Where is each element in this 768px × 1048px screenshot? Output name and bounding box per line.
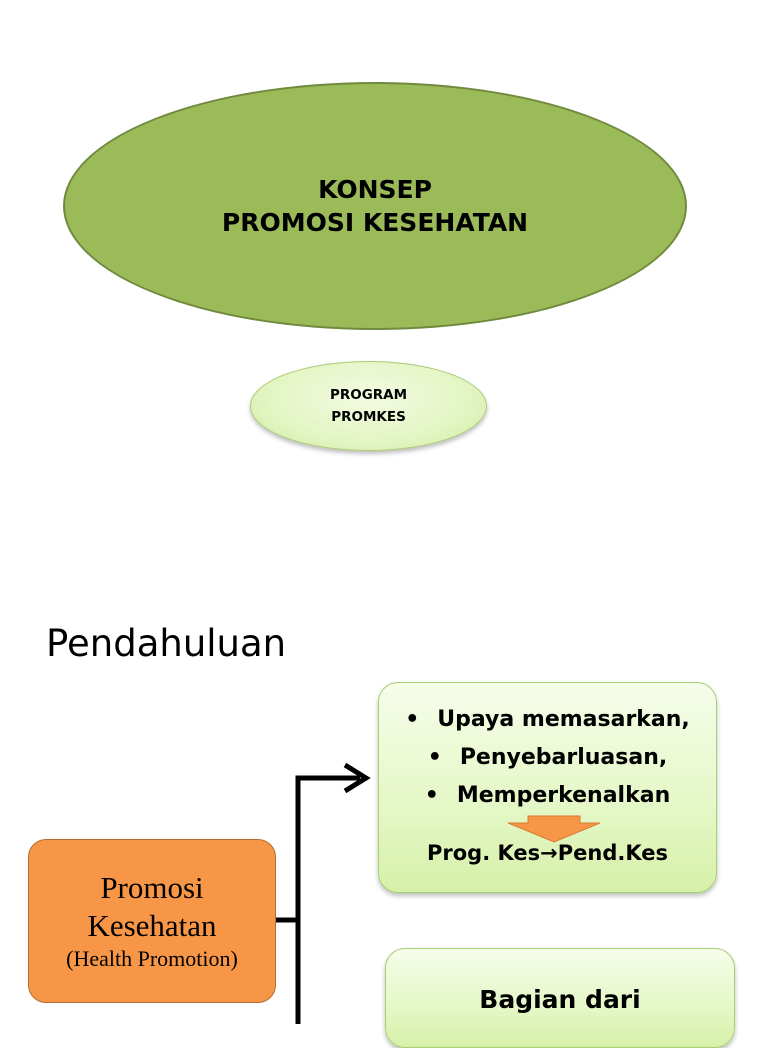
sub-ellipse-line2: PROMKES <box>331 409 406 425</box>
program-promkes-ellipse <box>250 361 487 451</box>
list-item <box>379 777 716 815</box>
main-title-line1: KONSEP <box>318 175 432 204</box>
bagian-dari-text: Bagian dari <box>479 985 641 1014</box>
bullet-icon: • <box>427 745 442 770</box>
bullet-text: Memperkenalkan <box>456 783 671 808</box>
bullet-text: Upaya memasarkan, <box>437 707 690 732</box>
list-item <box>379 701 716 739</box>
bullet-icon: • <box>424 783 439 808</box>
page-title: Pendahuluan <box>46 622 287 665</box>
promosi-kesehatan-box <box>28 839 276 1003</box>
bagian-dari-box <box>385 948 735 1048</box>
promosi-line3: (Health Promotion) <box>66 946 238 971</box>
main-title-ellipse <box>63 82 687 330</box>
bullet-list <box>379 701 716 815</box>
result-left: Prog. Kes <box>426 841 541 865</box>
result-right: Pend.Kes <box>557 841 668 865</box>
right-arrow-icon <box>345 765 366 791</box>
upaya-box <box>378 682 717 893</box>
result-line <box>379 841 716 865</box>
down-arrow-icon <box>506 815 602 843</box>
promosi-line2: Kesehatan <box>87 908 217 943</box>
bullet-text: Penyebarluasan, <box>459 745 668 770</box>
list-item <box>379 739 716 777</box>
connector-lines <box>276 778 360 1024</box>
sub-ellipse-line1: PROGRAM <box>329 387 408 403</box>
promosi-line1: Promosi <box>100 870 204 905</box>
main-title-line2: PROMOSI KESEHATAN <box>221 208 529 237</box>
bullet-icon: • <box>405 707 420 732</box>
result-arrow-icon: → <box>540 841 558 865</box>
